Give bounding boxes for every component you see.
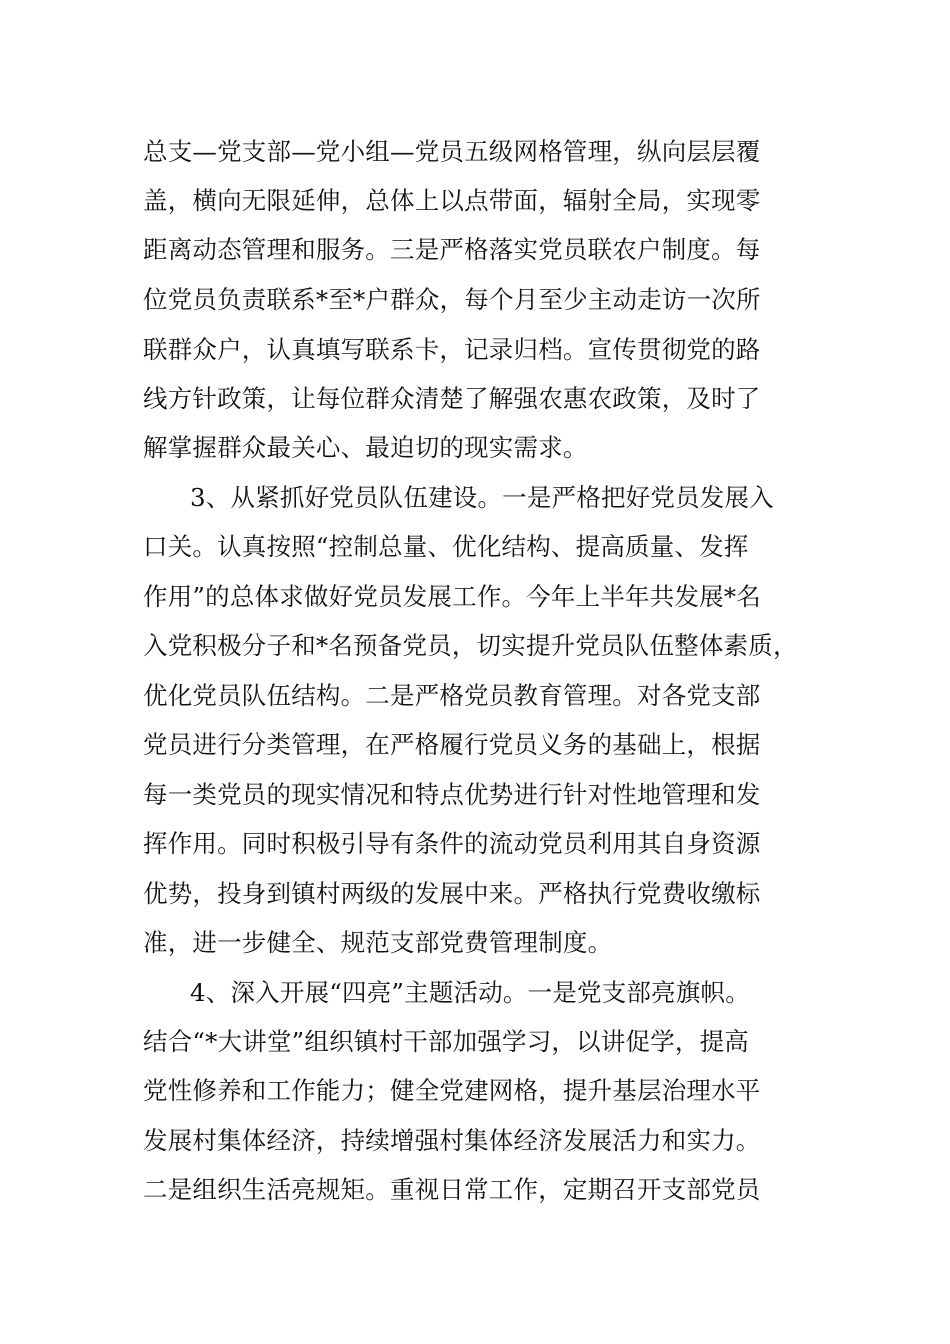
text-line: 联群众户，认真填写联系卡，记录归档。宣传贯彻党的路 [143,335,761,364]
text-line: 解掌握群众最关心、最迫切的现实需求。 [143,433,588,462]
text-line: 入党积极分子和*名预备党员，切实提升党员队伍整体素质， [143,631,798,660]
text-line: 准，进一步健全、规范支部党费管理制度。 [143,928,613,957]
text-line: 作用”的总体求做好党员发展工作。今年上半年共发展*名 [143,582,761,611]
text-line: 党性修养和工作能力；健全党建网格，提升基层治理水平 [143,1076,761,1105]
text-line: 位党员负责联系*至*户群众，每个月至少主动走访一次所 [143,285,761,314]
text-line: 线方针政策，让每位群众清楚了解强农惠农政策，及时了 [143,384,761,413]
text-line: 结合“*大讲堂”组织镇村干部加强学习，以讲促学，提高 [143,1027,749,1056]
text-line: 二是组织生活亮规矩。重视日常工作，定期召开支部党员 [143,1175,761,1204]
text-line: 党员进行分类管理，在严格履行党员义务的基础上，根据 [143,730,761,759]
text-line: 优势，投身到镇村两级的发展中来。严格执行党费收缴标 [143,879,761,908]
text-line: 距离动态管理和服务。三是严格落实党员联农户制度。每 [143,235,761,264]
text-line: 盖，横向无限延伸，总体上以点带面，辐射全局，实现零 [143,186,761,215]
text-line: 发展村集体经济，持续增强村集体经济发展活力和实力。 [143,1126,761,1155]
text-line: 口关。认真按照“控制总量、优化结构、提高质量、发挥 [143,532,749,561]
text-line: 每一类党员的现实情况和特点优势进行针对性地管理和发 [143,780,761,809]
text-line: 挥作用。同时积极引导有条件的流动党员利用其自身资源 [143,829,761,858]
text-line: 优化党员队伍结构。二是严格党员教育管理。对各党支部 [143,681,761,710]
paragraph-start-line: 4、深入开展“四亮”主题活动。一是党支部亮旗帜。 [190,978,750,1007]
paragraph-start-line: 3、从紧抓好党员队伍建设。一是严格把好党员发展入 [190,483,774,512]
text-line: 总支—党支部—党小组—党员五级网格管理，纵向层层覆 [143,137,761,166]
